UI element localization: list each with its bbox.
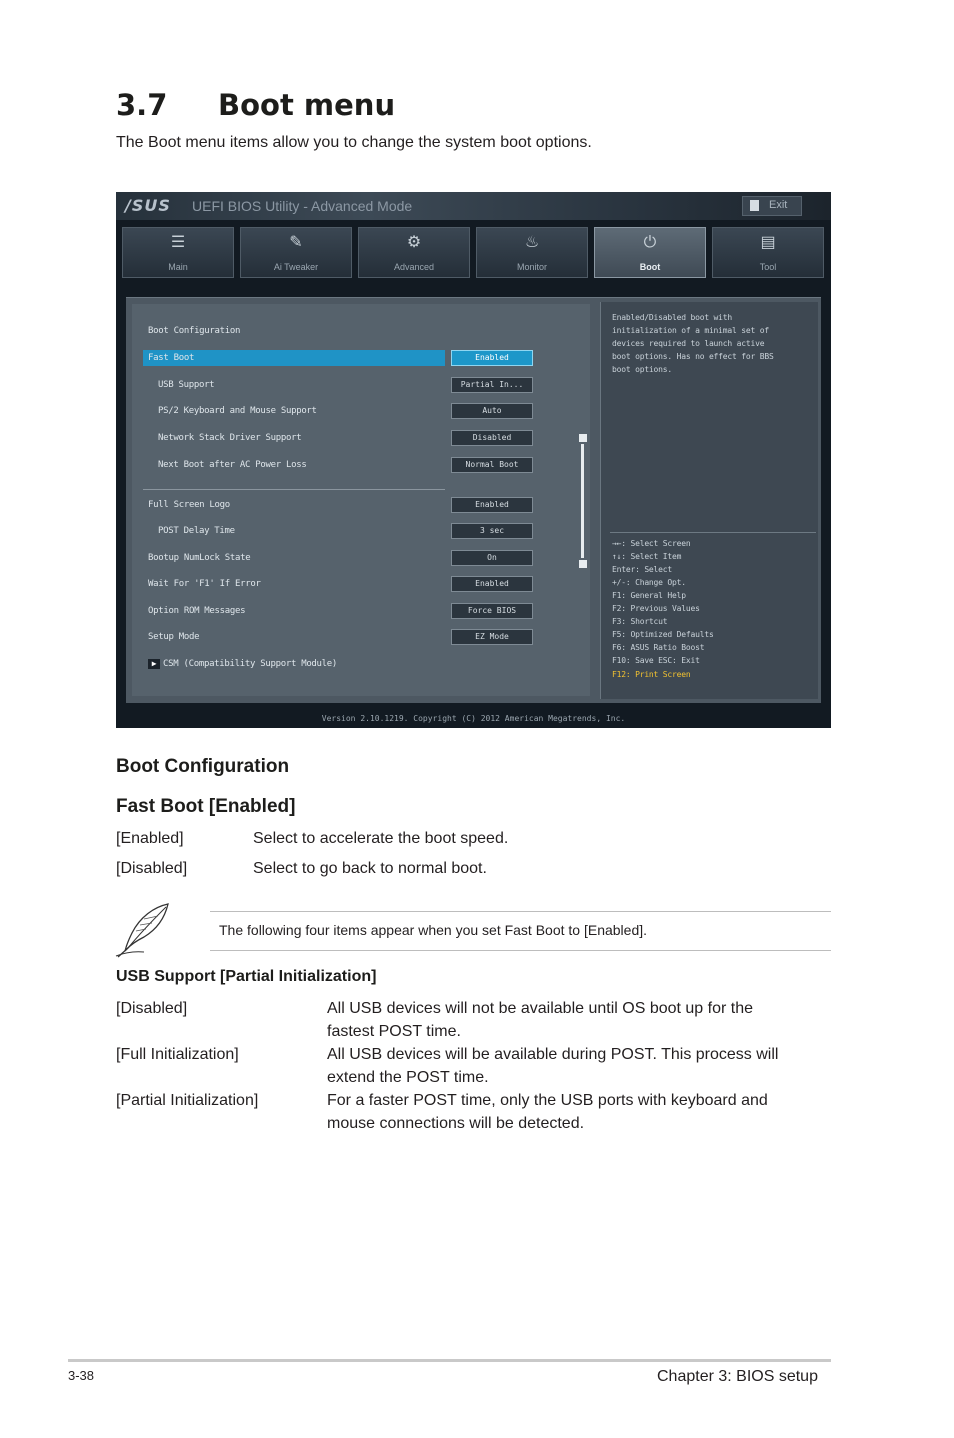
exit-button[interactable] [742, 196, 802, 216]
option-name: [Full Initialization] [116, 1046, 239, 1063]
bios-value-post-delay[interactable]: 3 sec [451, 523, 533, 539]
list-icon: ☰ [170, 234, 186, 251]
option-desc: mouse connections will be detected. [327, 1115, 585, 1132]
bios-version-footer: Version 2.10.1219. Copyright (C) 2012 American Megatrends, Inc. [321, 714, 626, 723]
tab-ai-tweaker[interactable] [240, 227, 352, 278]
bios-row-setup-mode[interactable]: Setup Mode [148, 632, 200, 642]
note-text: The following four items appear when you set Fast Boot to [Enabled]. [219, 922, 648, 938]
tab-advanced-label: Advanced [393, 262, 435, 272]
advanced-icon: ⚙ [406, 234, 422, 251]
bios-value-usb-support[interactable]: Partial In... [451, 377, 533, 393]
bios-help-box [600, 302, 818, 699]
key-hint: ↑↓: Select Item [612, 552, 682, 561]
tab-main-label: Main [168, 262, 188, 272]
tab-ai-tweaker-label: Ai Tweaker [273, 262, 319, 272]
bios-value-setup-mode[interactable]: EZ Mode [451, 629, 533, 645]
key-hint: →←: Select Screen [612, 539, 691, 548]
asus-logo: /SUS [125, 196, 171, 215]
boot-configuration-heading: Boot Configuration [116, 756, 290, 777]
bios-value-numlock[interactable]: On [451, 550, 533, 566]
intro-text: The Boot menu items allow you to change the system boot options. [116, 134, 592, 151]
key-hint: F5: Optimized Defaults [612, 630, 714, 639]
key-hint: F2: Previous Values [612, 604, 700, 613]
section-heading [116, 88, 395, 122]
scroll-down-icon[interactable] [579, 560, 587, 568]
help-line: boot options. Has no effect for BBS [612, 352, 774, 361]
bios-title-bar [116, 192, 831, 220]
key-hint: Enter: Select [612, 565, 673, 574]
key-hint: F10: Save ESC: Exit [612, 656, 700, 665]
bios-tab-bar [122, 227, 826, 278]
option-name: [Partial Initialization] [116, 1092, 259, 1109]
bios-value-wait-f1[interactable]: Enabled [451, 576, 533, 592]
help-line: boot options. [612, 365, 673, 374]
chapter-title: Chapter 3: BIOS setup [657, 1368, 818, 1385]
bios-value-ps2-support[interactable]: Auto [451, 403, 533, 419]
key-hint: F6: ASUS Ratio Boost [612, 643, 705, 652]
bios-row-network-stack[interactable]: Network Stack Driver Support [158, 433, 302, 443]
bios-row-option-rom[interactable]: Option ROM Messages [148, 606, 246, 616]
bios-row-csm-label: CSM (Compatibility Support Module) [163, 659, 338, 669]
bios-row-wait-f1[interactable]: Wait For 'F1' If Error [148, 579, 261, 589]
bios-row-post-delay[interactable]: POST Delay Time [158, 526, 235, 536]
note-rule-bottom [210, 950, 831, 951]
feather-note-icon [114, 901, 174, 959]
bios-scrollbar[interactable] [579, 434, 586, 570]
tab-monitor[interactable] [476, 227, 588, 278]
option-name: [Disabled] [116, 1000, 188, 1017]
option-desc: fastest POST time. [327, 1023, 461, 1040]
option-name: [Disabled] [116, 860, 188, 877]
bios-value-network-stack[interactable]: Disabled [451, 430, 533, 446]
exit-label: Exit [769, 199, 788, 211]
submenu-arrow-icon: ▶ [148, 659, 160, 669]
section-title: Boot menu [218, 88, 396, 122]
option-desc: Select to go back to normal boot. [253, 860, 487, 877]
bios-value-full-screen-logo[interactable]: Enabled [451, 497, 533, 513]
bios-row-full-screen-logo[interactable]: Full Screen Logo [148, 500, 230, 510]
help-line: devices required to launch active [612, 339, 765, 348]
tab-boot[interactable] [594, 227, 706, 278]
help-line: Enabled/Disabled boot with [612, 313, 733, 322]
tab-monitor-label: Monitor [516, 262, 547, 272]
option-desc: All USB devices will not be available until OS boot up for the [327, 1000, 754, 1017]
scroll-track[interactable] [581, 444, 584, 558]
bios-row-usb-support[interactable]: USB Support [158, 380, 215, 390]
section-number: 3.7 [116, 88, 168, 122]
monitor-icon: ♨ [524, 234, 540, 251]
key-hint-print-screen: F12: Print Screen [612, 670, 691, 679]
tab-tool[interactable] [712, 227, 824, 278]
key-hint: +/-: Change Opt. [612, 578, 686, 587]
help-divider [610, 532, 816, 533]
fast-boot-heading: Fast Boot [Enabled] [116, 796, 296, 817]
bios-row-next-boot[interactable]: Next Boot after AC Power Loss [158, 460, 307, 470]
note-rule-top [210, 911, 831, 912]
exit-icon [750, 200, 759, 211]
tab-boot-label: Boot [639, 262, 661, 272]
scroll-up-icon[interactable] [579, 434, 587, 442]
bios-row-fast-boot[interactable]: Fast Boot [148, 353, 195, 363]
bios-separator [143, 489, 445, 490]
bios-value-next-boot[interactable]: Normal Boot [451, 457, 533, 473]
footer-rule [68, 1359, 831, 1362]
bios-value-fast-boot[interactable]: Enabled [451, 350, 533, 366]
bios-value-option-rom[interactable]: Force BIOS [451, 603, 533, 619]
usb-support-heading: USB Support [Partial Initialization] [116, 968, 377, 985]
option-desc: All USB devices will be available during POST. This process will [327, 1046, 779, 1063]
key-hint: F3: Shortcut [612, 617, 668, 626]
bios-row-csm[interactable] [148, 659, 337, 669]
tab-tool-label: Tool [759, 262, 777, 272]
bios-section-label: Boot Configuration [148, 326, 241, 336]
bios-title: UEFI BIOS Utility - Advanced Mode [192, 198, 413, 214]
tweaker-icon: ✎ [289, 234, 303, 251]
option-desc: extend the POST time. [327, 1069, 489, 1086]
bios-row-ps2-support[interactable]: PS/2 Keyboard and Mouse Support [158, 406, 317, 416]
option-desc: For a faster POST time, only the USB ports with keyboard and [327, 1092, 768, 1109]
bios-screenshot [116, 192, 831, 728]
tab-main[interactable] [122, 227, 234, 278]
tab-advanced[interactable] [358, 227, 470, 278]
option-desc: Select to accelerate the boot speed. [253, 830, 509, 847]
help-line: initialization of a minimal set of [612, 326, 769, 335]
page-number: 3-38 [68, 1368, 95, 1383]
option-name: [Enabled] [116, 830, 184, 847]
tool-icon: ▤ [760, 234, 776, 251]
key-hint: F1: General Help [612, 591, 686, 600]
bios-row-numlock[interactable]: Bootup NumLock State [148, 553, 251, 563]
power-icon: ⏻ [643, 234, 657, 251]
